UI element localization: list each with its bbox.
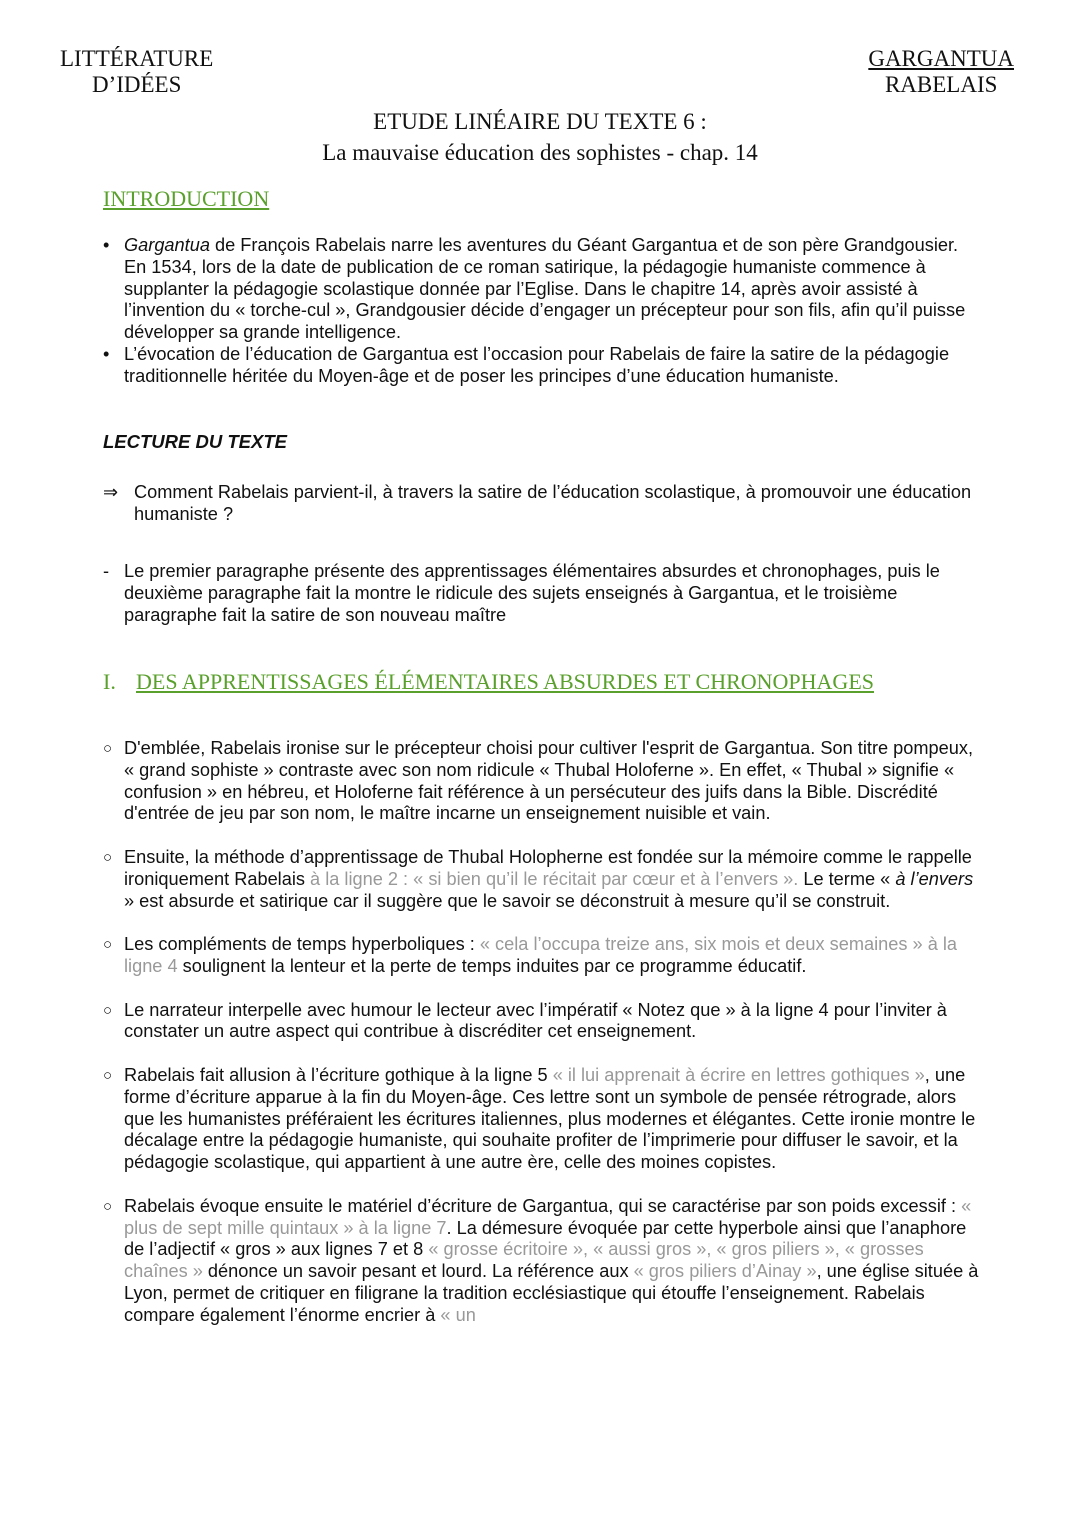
point-6-quote-1: « plus de sept mille quintaux » à la ligne 7 <box>124 1195 972 1238</box>
point-1-text: D'emblée, Rabelais ironise sur le précepteur choisi pour cultiver l'esprit de Gargantua. Son titre pompeux, « grand sophiste » contraste avec son nom ridicule « Thubal Holoferne ». En effet, « Thubal » signifie « confusion » en hébreu, et Holoferne fait référence à un persécuteur des juifs dans la Bible. Discrédité d'entrée de jeu par son nom, le maître incarne un enseignement nuisible et vain. <box>124 738 974 824</box>
section-1-point-6 <box>103 1196 983 1327</box>
point-3-text-b: soulignent la lenteur et la perte de temps induites par ce programme éducatif. <box>177 955 807 976</box>
lecture-heading: LECTURE DU TEXTE <box>103 431 287 452</box>
bullet-1-text: de François Rabelais narre les aventures du Géant Gargantua et de son père Grandgousier. En 1534, lors de la date de publication de ce roman satirique, la pédagogie humaniste commence à supplanter la pédagogie scolastique donnée par l’Eglise. Dans le chapitre 14, après avoir assisté à l’invention du « torche-cul », Grandgousier décide d’engager un précepteur pour son fils, afin qu’il puisse développer sa grande intelligence. <box>124 235 966 343</box>
point-4-text: Le narrateur interpelle avec humour le lecteur avec l’impératif « Notez que » à la ligne 4 pour l’inviter à constater un autre aspect qui contribue à discréditer cet enseignement. <box>124 999 947 1042</box>
point-6-quote-4: « un <box>440 1304 476 1325</box>
point-5-text-a: Rabelais fait allusion à l’écriture gothique à la ligne 5 <box>124 1064 553 1085</box>
introduction-heading: INTRODUCTION <box>103 186 270 211</box>
introduction-bullet-2 <box>103 344 983 388</box>
header-left-line1: LITTÉRATURE <box>60 46 214 71</box>
section-1-point-2 <box>103 847 983 912</box>
point-2-text-c: » est absurde et satirique car il suggère que le savoir se déconstruit à mesure qu’il se construit. <box>124 890 891 911</box>
section-1-title: DES APPRENTISSAGES ÉLÉMENTAIRES ABSURDES ET CHRONOPHAGES <box>136 669 874 694</box>
point-5-text-b: , une forme d’écriture apparue à la fin du Moyen-âge. Ces lettre sont un symbole de pensée rétrograde, alors que les humanistes préféraient les écritures italiennes, plus modernes et élégantes. Cette ironie montre le décalage entre la pédagogie humaniste, qui souhaite profiter de l’imprimerie pour diffuser le savoir, et la pédagogie scolastique, qui appartient à une autre ère, celle des moines copistes. <box>124 1064 976 1173</box>
plan-text: Le premier paragraphe présente des apprentissages élémentaires absurdes et chronophages, puis le deuxième paragraphe fait la montre le ridicule des sujets enseignés à Gargantua, et le troisième paragraphe fait la satire de son nouveau maître <box>124 561 940 625</box>
point-6-text-c: dénonce un savoir pesant et lourd. La référence aux <box>202 1261 634 1282</box>
section-1-point-3 <box>103 934 983 978</box>
point-5-quote: « il lui apprenait à écrire en lettres gothiques » <box>552 1064 925 1085</box>
point-6-text-b: . La démesure évoquée par cette hyperbole ainsi que l’anaphore de l’adjectif « gros » aux lignes 7 et 8 <box>124 1217 967 1260</box>
header-left <box>60 46 213 98</box>
point-3-text-a: Les compléments de temps hyperboliques : <box>124 934 480 955</box>
bullet-2-text: L’évocation de l’éducation de Gargantua est l’occasion pour Rabelais de faire la satire de la pédagogie traditionnelle héritée du Moyen-âge et de poser les principes d’une éducation humaniste. <box>124 343 950 386</box>
arrow-icon: ⇒ <box>103 482 119 502</box>
point-2-quote: à la ligne 2 : « si bien qu’il le récitait par cœur et à l’envers ». <box>310 868 799 889</box>
point-3-quote: « cela l’occupa treize ans, six mois et deux semaines » à la ligne 4 <box>124 934 958 976</box>
title-line2: La mauvaise éducation des sophistes - chap. 14 <box>322 140 758 165</box>
header-left-line2: D’IDÉES <box>91 72 182 97</box>
point-6-text-d: , une église située à Lyon, permet de critiquer en filigrane la tradition ecclésiastique qui étouffe l’enseignement. Rabelais compare également l’énorme encrier à <box>124 1261 979 1325</box>
point-6-quote-3: « gros piliers d’Ainay » <box>633 1261 817 1282</box>
page-title <box>0 106 1080 168</box>
work-title: Gargantua <box>124 235 210 255</box>
point-6-quote-2: « grosse écritoire », « aussi gros », « gros piliers », « grosses chaînes » <box>124 1239 924 1282</box>
dash-marker: - <box>103 561 110 581</box>
section-1-number: I. <box>103 669 116 694</box>
section-1-heading <box>103 669 874 695</box>
point-2-text-b: Le terme « <box>798 868 896 889</box>
header-right-line1: GARGANTUA <box>868 46 1014 71</box>
section-1-list <box>103 738 983 1348</box>
point-2-emphasis: à l’envers <box>895 868 974 889</box>
header-right-line2: RABELAIS <box>884 72 998 97</box>
problematique-text: Comment Rabelais parvient-il, à travers la satire de l’éducation scolastique, à promouvoir une éducation humaniste ? <box>134 482 972 524</box>
section-1-point-4 <box>103 1000 983 1044</box>
problematique <box>103 482 983 526</box>
introduction-bullet-1 <box>103 235 983 344</box>
introduction-list <box>103 235 983 388</box>
title-line1: ETUDE LINÉAIRE DU TEXTE 6 : <box>373 109 707 134</box>
section-1-point-5 <box>103 1065 983 1174</box>
section-1-point-1 <box>103 738 983 825</box>
plan-item <box>103 561 983 626</box>
point-6-text-a: Rabelais évoque ensuite le matériel d’écriture de Gargantua, qui se caractérise par son poids excessif : <box>124 1195 962 1216</box>
point-2-text-a: Ensuite, la méthode d’apprentissage de Thubal Holopherne est fondée sur la mémoire comme le rappelle ironiquement Rabelais <box>124 846 972 889</box>
header-right <box>868 46 1014 98</box>
